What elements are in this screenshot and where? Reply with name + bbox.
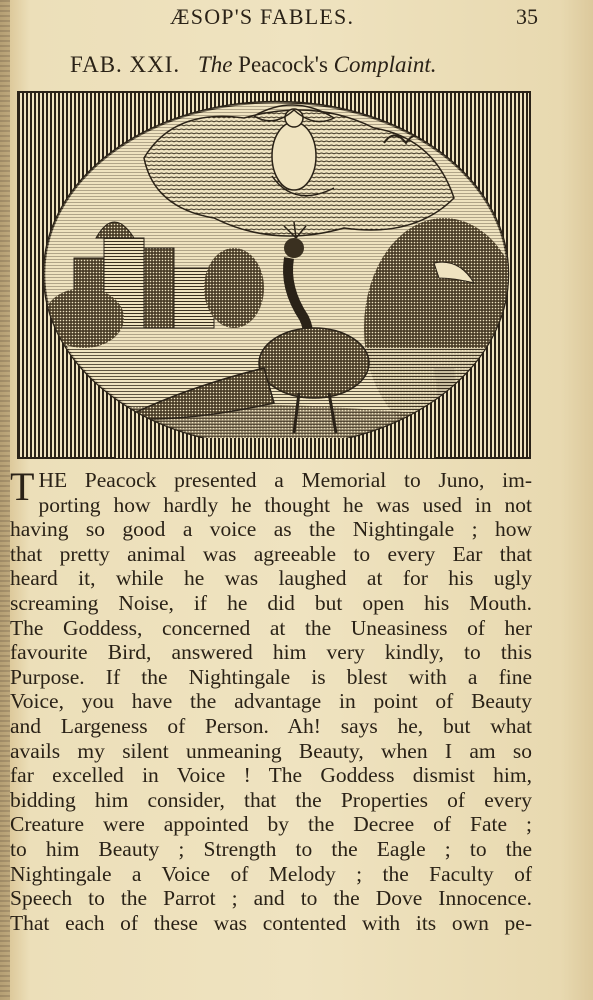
- text-line: favourite Bird, answered him very kindly, to this: [10, 640, 532, 665]
- text-line: Nightingale a Voice of Melody ; the Faculty of: [10, 861, 532, 886]
- text-lines: [10, 464, 532, 935]
- text-line: Voice, you have the advantage in point of Beauty: [10, 689, 532, 714]
- text-line: porting how hardly he thought he was used in not: [38, 492, 532, 517]
- fable-title-the: The: [197, 52, 233, 77]
- dropcap-letter: T: [10, 464, 35, 509]
- text-line: to him Beauty ; Strength to the Eagle ; to the: [10, 836, 532, 861]
- text-line: that pretty animal was agreeable to every Ear that: [10, 541, 532, 566]
- peacock-juno-woodcut-icon: [14, 88, 534, 464]
- page-gutter: [0, 0, 10, 1000]
- text-line: Speech to the Parrot ; and to the Dove Innocence.: [10, 886, 532, 911]
- text-line: Creature were appointed by the Decree of Fate ;: [10, 812, 532, 837]
- text-line: having so good a voice as the Nightingale ; how: [10, 517, 532, 542]
- fable-body-text: [10, 464, 532, 935]
- fable-title-complaint: Complaint.: [333, 52, 437, 77]
- fable-number: FAB. XXI.: [70, 52, 181, 77]
- text-line: screaming Noise, if he did but open his Mouth.: [10, 590, 532, 615]
- text-line: bidding him consider, that the Properties of every: [10, 787, 532, 812]
- text-line: heard it, while he was laughed at for his ugly: [10, 566, 532, 591]
- text-line: Purpose. If the Nightingale is blest with a fine: [10, 664, 532, 689]
- text-line: The Goddess, concerned at the Uneasiness of her: [10, 615, 532, 640]
- page-number: 35: [516, 4, 538, 29]
- text-line: avails my silent unmeaning Beauty, when I am so: [10, 738, 532, 763]
- running-head: [0, 2, 593, 28]
- woodcut-illustration: [14, 88, 534, 464]
- text-line: and Largeness of Person. Ah! says he, but what: [10, 713, 532, 738]
- text-line: HE Peacock presented a Memorial to Juno, im-: [38, 468, 532, 492]
- fable-title-peacocks: Peacock's: [238, 52, 328, 77]
- text-line: That each of these was contented with its own pe-: [10, 910, 532, 935]
- running-title: ÆSOP'S FABLES.: [170, 4, 355, 29]
- fable-heading: [70, 52, 437, 78]
- text-line: far excelled in Voice ! The Goddess dismist him,: [10, 763, 532, 788]
